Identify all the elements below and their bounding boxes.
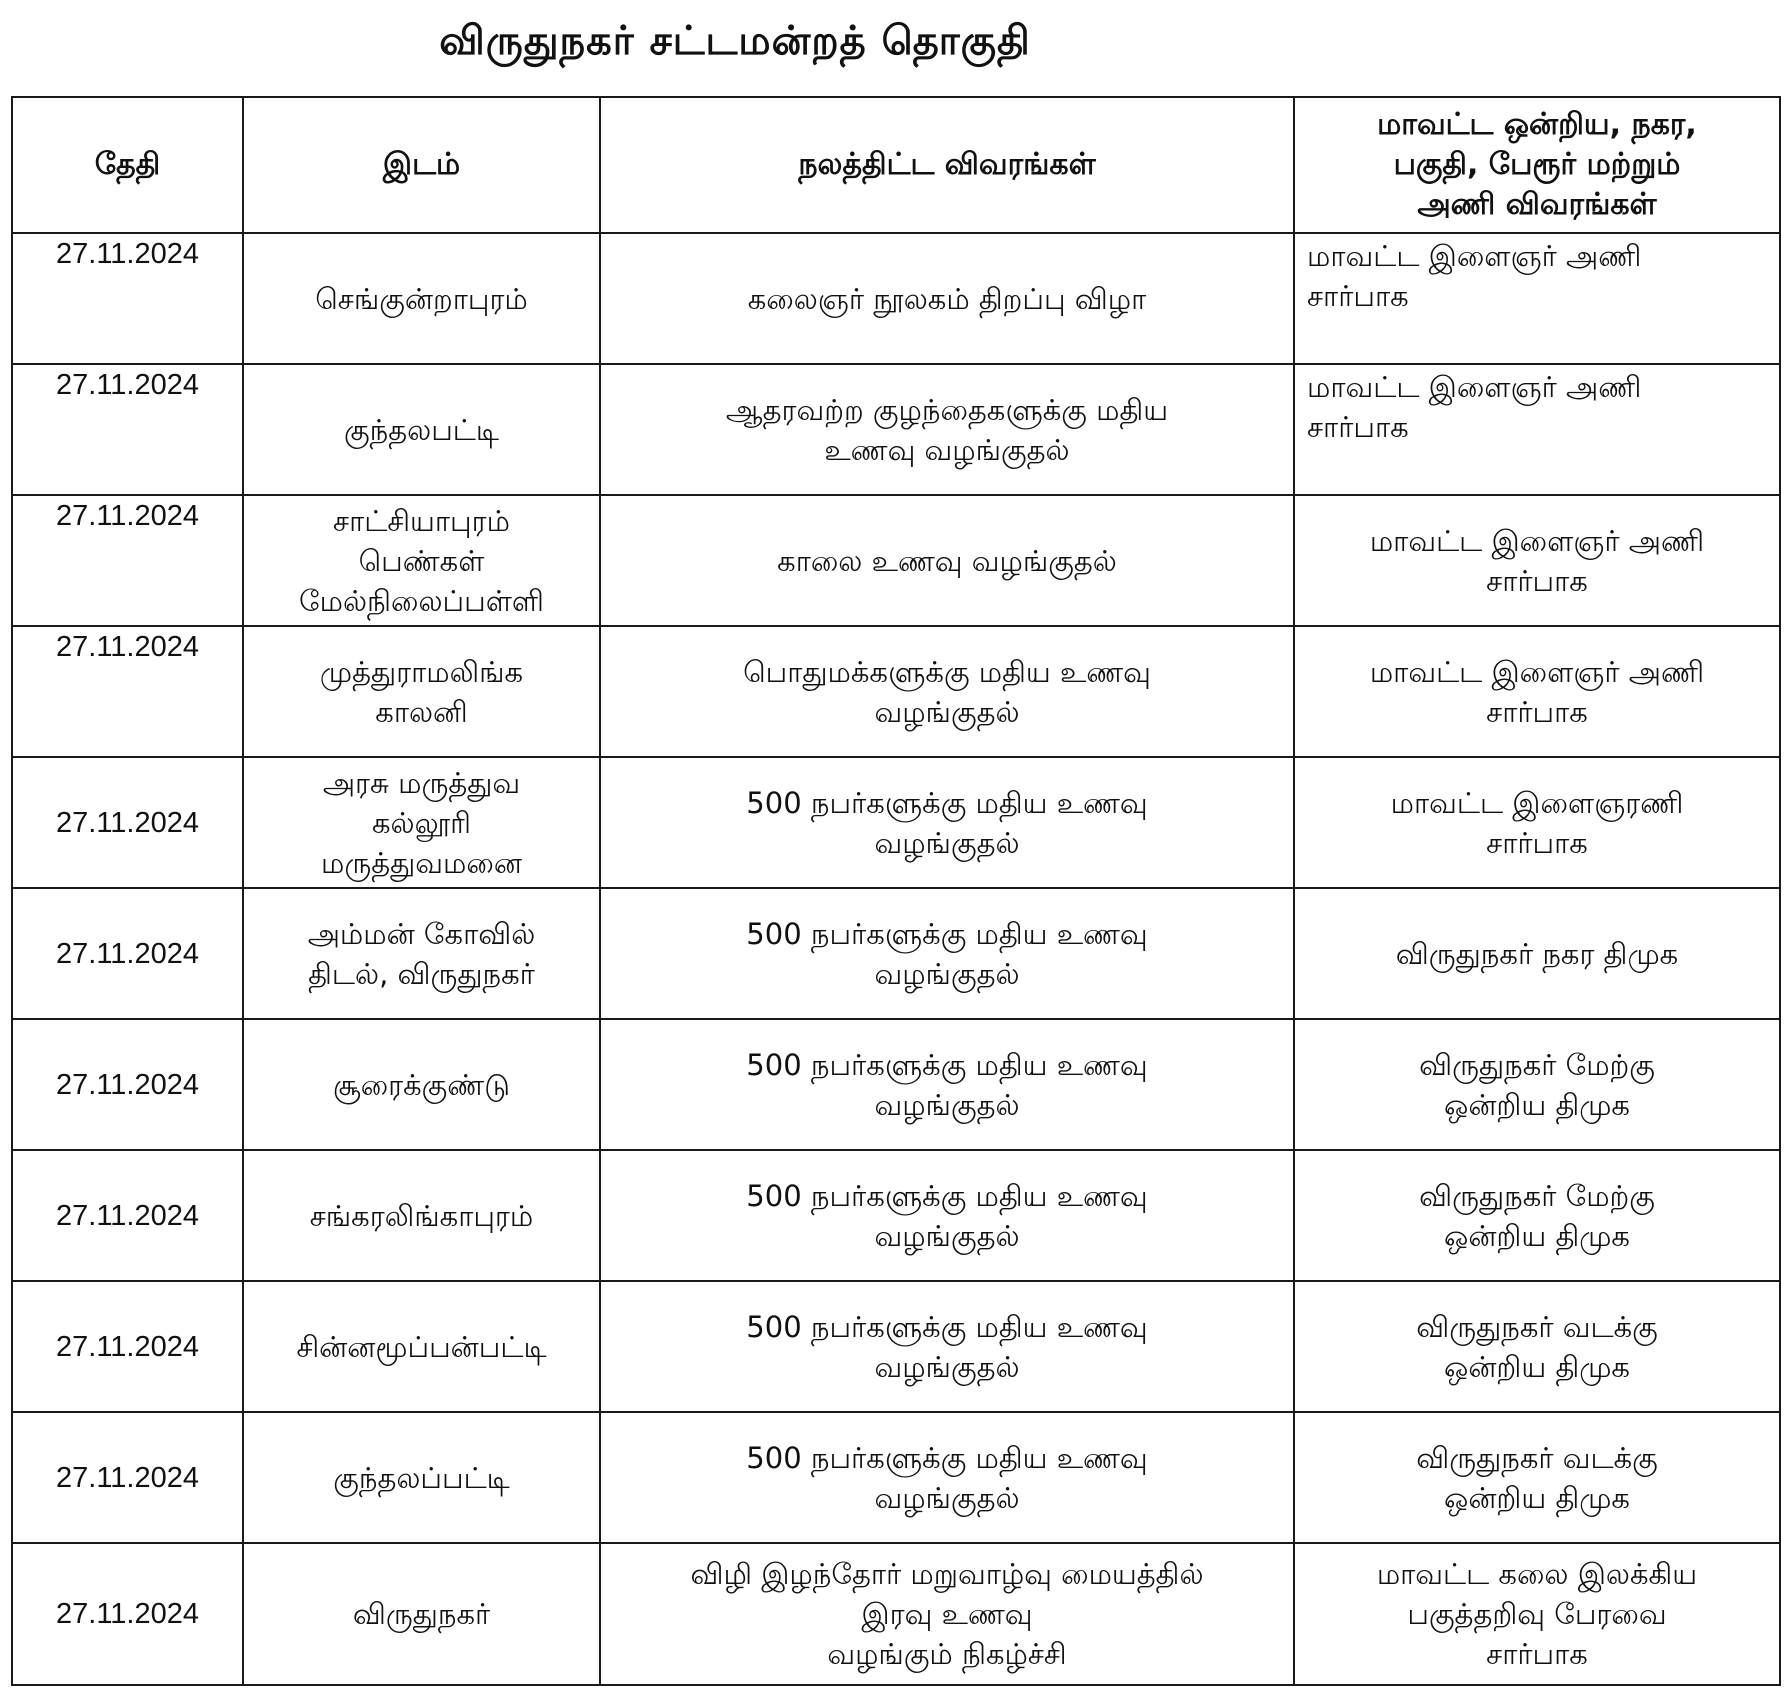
details-cell: [600, 1543, 1294, 1685]
place-cell-line: விருதுநகர்: [352, 1597, 491, 1631]
details-cell: [600, 1412, 1294, 1543]
details-cell-line: வழங்குதல்: [874, 1087, 1020, 1122]
place-cell: [243, 233, 600, 364]
place-cell: [243, 1019, 600, 1150]
details-cell-line: பொதுமக்களுக்கு மதிய உணவு: [743, 654, 1151, 689]
details-cell: [600, 1281, 1294, 1412]
organization-cell-line: விருதுநகர் மேற்கு: [1419, 1178, 1655, 1213]
organization-cell-line: மாவட்ட கலை இலக்கிய: [1376, 1557, 1698, 1591]
organization-cell: [1294, 495, 1780, 626]
place-cell-line: மேல்நிலைப்பள்ளி: [299, 583, 544, 618]
table-row: [12, 1412, 1780, 1543]
place-cell-line: சங்கரலிங்காபுரம்: [309, 1198, 534, 1233]
place-cell: [243, 1281, 600, 1412]
organization-cell: [1294, 1281, 1780, 1412]
table-row: [12, 888, 1780, 1019]
place-cell-line: பெண்கள்: [358, 543, 485, 578]
organization-cell-line: சார்பாக: [1486, 694, 1588, 729]
column-header-place: இடம்: [243, 97, 600, 233]
details-cell-line: வழங்குதல்: [874, 1480, 1020, 1515]
organization-cell-line: மாவட்ட இளைஞர் அணி: [1369, 654, 1705, 689]
organization-cell-line: விருதுநகர் வடக்கு: [1416, 1309, 1658, 1344]
column-header-date: தேதி: [12, 97, 243, 233]
organization-cell: [1294, 1543, 1780, 1685]
organization-cell-line: மாவட்ட இளைஞர் அணி: [1369, 523, 1705, 558]
place-cell: [243, 626, 600, 757]
organization-cell-line: சார்பாக: [1486, 825, 1588, 860]
organization-cell: [1294, 1150, 1780, 1281]
date-cell: 27.11.2024: [12, 1150, 243, 1281]
column-header-organization-line: அணி விவரங்கள்: [1417, 187, 1657, 222]
place-cell-line: மருத்துவமனை: [321, 845, 522, 880]
welfare-schedule-table: [11, 96, 1781, 1686]
date-cell: 27.11.2024: [12, 233, 243, 364]
place-cell-line: திடல், விருதுநகர்: [308, 956, 535, 991]
details-cell-line: வழங்குதல்: [874, 694, 1020, 729]
place-cell-line: காலனி: [375, 694, 468, 729]
details-cell: [600, 888, 1294, 1019]
table-row: [12, 1019, 1780, 1150]
details-cell-line: ஆதரவற்ற குழந்தைகளுக்கு மதிய: [725, 392, 1169, 427]
organization-cell-line: மாவட்ட இளைஞர் அணி: [1307, 370, 1642, 404]
place-cell-line: முத்துராமலிங்க: [319, 654, 524, 689]
place-cell-line: சாட்சியாபுரம்: [333, 503, 510, 538]
organization-cell-line: ஒன்றிய திமுக: [1444, 1087, 1630, 1122]
column-header-organization: [1294, 97, 1780, 233]
column-header-organization-line: பகுதி, பேரூர் மற்றும்: [1393, 147, 1681, 182]
details-cell-line: 500 நபர்களுக்கு மதிய உணவு: [746, 1047, 1148, 1082]
date-cell: 27.11.2024: [12, 1281, 243, 1412]
details-cell: [600, 233, 1294, 364]
date-cell: 27.11.2024: [12, 626, 243, 757]
table-row: [12, 364, 1780, 495]
place-cell: [243, 1412, 600, 1543]
details-cell: [600, 626, 1294, 757]
table-row: [12, 626, 1780, 757]
organization-cell-line: சார்பாக: [1307, 410, 1409, 444]
details-cell-line: வழங்குதல்: [874, 1349, 1020, 1384]
place-cell: [243, 888, 600, 1019]
date-cell: 27.11.2024: [12, 1019, 243, 1150]
date-cell: 27.11.2024: [12, 495, 243, 626]
place-cell-line: அம்மன் கோவில்: [307, 916, 536, 951]
details-cell-line: வழங்குதல்: [874, 956, 1020, 991]
organization-cell-line: சார்பாக: [1486, 1637, 1588, 1671]
details-cell: [600, 1150, 1294, 1281]
organization-cell-line: விருதுநகர் வடக்கு: [1416, 1440, 1658, 1475]
table-row: [12, 495, 1780, 626]
organization-cell-line: பகுத்தறிவு பேரவை: [1407, 1597, 1667, 1631]
organization-cell: [1294, 757, 1780, 888]
details-cell-line: 500 நபர்களுக்கு மதிய உணவு: [746, 1309, 1148, 1344]
details-cell-line: 500 நபர்களுக்கு மதிய உணவு: [746, 785, 1148, 820]
organization-cell-line: சார்பாக: [1486, 563, 1588, 598]
details-cell-line: வழங்குதல்: [874, 825, 1020, 860]
place-cell-line: சூரைக்குண்டு: [332, 1067, 511, 1102]
details-cell: [600, 364, 1294, 495]
details-cell-line: 500 நபர்களுக்கு மதிய உணவு: [746, 916, 1148, 951]
table-row: [12, 1150, 1780, 1281]
table-body: [12, 233, 1780, 1685]
place-cell-line: குந்தலப்பட்டி: [333, 1460, 510, 1495]
date-cell: 27.11.2024: [12, 888, 243, 1019]
organization-cell-line: விருதுநகர் மேற்கு: [1419, 1047, 1655, 1082]
organization-cell: [1294, 1412, 1780, 1543]
date-cell: 27.11.2024: [12, 1412, 243, 1543]
organization-cell: [1294, 1019, 1780, 1150]
details-cell-line: 500 நபர்களுக்கு மதிய உணவு: [746, 1178, 1148, 1213]
organization-cell-line: சார்பாக: [1307, 279, 1409, 313]
organization-cell: [1294, 888, 1780, 1019]
place-cell-line: அரசு மருத்துவ: [322, 765, 521, 800]
organization-cell-line: மாவட்ட இளைஞர் அணி: [1307, 239, 1642, 273]
details-cell-line: காலை உணவு வழங்குதல்: [777, 543, 1117, 578]
details-cell-line: கலைஞர் நூலகம் திறப்பு விழா: [747, 281, 1147, 316]
organization-cell-line: ஒன்றிய திமுக: [1444, 1218, 1630, 1253]
table-header-row: [12, 97, 1780, 233]
column-header-organization-line: மாவட்ட ஒன்றிய, நகர,: [1377, 107, 1697, 142]
date-cell: 27.11.2024: [12, 1543, 243, 1685]
date-cell: 27.11.2024: [12, 364, 243, 495]
table-row: [12, 1281, 1780, 1412]
place-cell: [243, 1150, 600, 1281]
table-row: [12, 757, 1780, 888]
place-cell-line: செங்குன்றாபுரம்: [315, 281, 528, 316]
place-cell-line: சின்னமூப்பன்பட்டி: [296, 1329, 547, 1364]
place-cell: [243, 1543, 600, 1685]
page-title: விருதுநகர் சட்டமன்றத் தொகுதி: [439, 18, 1031, 64]
details-cell-line: 500 நபர்களுக்கு மதிய உணவு: [746, 1440, 1148, 1475]
place-cell: [243, 495, 600, 626]
details-cell-line: விழி இழந்தோர் மறுவாழ்வு மையத்தில்: [690, 1557, 1204, 1591]
place-cell-line: கல்லூரி: [372, 805, 471, 840]
details-cell-line: உணவு வழங்குதல்: [824, 432, 1070, 467]
details-cell: [600, 757, 1294, 888]
organization-cell: [1294, 364, 1780, 495]
details-cell-line: இரவு உணவு: [861, 1597, 1033, 1631]
place-cell: [243, 757, 600, 888]
table-row: [12, 1543, 1780, 1685]
details-cell: [600, 1019, 1294, 1150]
details-cell-line: வழங்கும் நிகழ்ச்சி: [827, 1637, 1067, 1671]
organization-cell: [1294, 626, 1780, 757]
organization-cell-line: மாவட்ட இளைஞரணி: [1390, 785, 1684, 820]
table-row: [12, 233, 1780, 364]
place-cell: [243, 364, 600, 495]
organization-cell-line: ஒன்றிய திமுக: [1444, 1349, 1630, 1384]
details-cell: [600, 495, 1294, 626]
organization-cell: [1294, 233, 1780, 364]
organization-cell-line: விருதுநகர் நகர திமுக: [1395, 936, 1679, 971]
organization-cell-line: ஒன்றிய திமுக: [1444, 1480, 1630, 1515]
date-cell: 27.11.2024: [12, 757, 243, 888]
place-cell-line: குந்தலபட்டி: [344, 412, 499, 447]
details-cell-line: வழங்குதல்: [874, 1218, 1020, 1253]
column-header-details: நலத்திட்ட விவரங்கள்: [600, 97, 1294, 233]
